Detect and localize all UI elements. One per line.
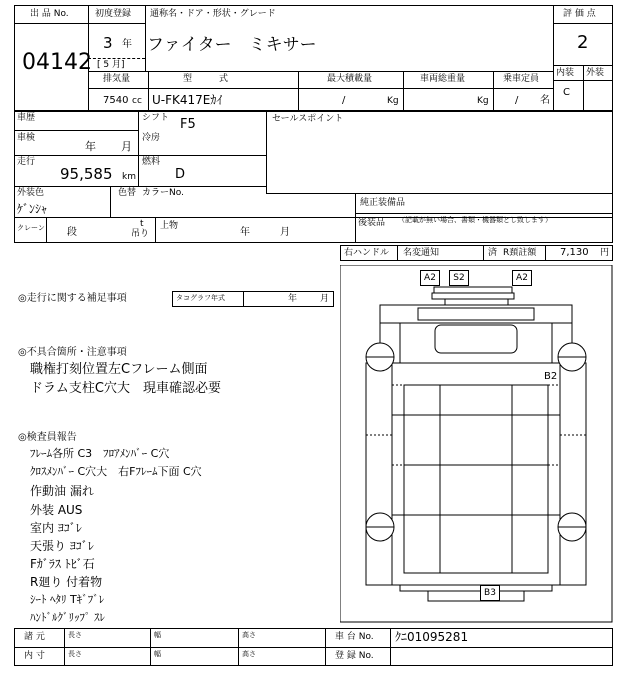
inspector-line-5: 室内 ﾖｺﾞﾚ [30,521,82,535]
inspection-month-unit: 月 [121,140,132,153]
reg-year-unit: 年 [122,39,132,50]
r-weight-unit: 円 [600,248,610,258]
inspector-line-10: ﾊﾝﾄﾞﾙｸﾞﾘｯﾌﾟ ｽﾚ [30,611,105,624]
length-label-2: 長さ [68,650,82,658]
reg-no-label: 登 録 No. [335,651,374,661]
inspector-line-6: 天張り ﾖｺﾞﾚ [30,539,94,553]
inspector-line-9: ｼｰﾄ ﾍﾀﾘ Tｷﾞﾌﾞﾚ [30,593,105,606]
capacity-value: / [515,95,519,106]
kg-unit-2: Kg [477,96,489,106]
defect-line-1: 職権打刻位置左Cフレーム側面 [30,362,208,377]
kg-unit-1: Kg [387,96,399,106]
r-weight-label: R頚註額 [503,248,537,258]
aftermarket-note: （記載が無い場合、書類・機器類とし致します） [398,216,552,224]
shift-label: シフト [142,113,170,123]
fuel-value: D [175,167,186,182]
tacho-month: 月 [320,294,330,304]
damage-mark-b2: B2 [544,371,558,382]
crane-stage: 段 [67,227,77,238]
damage-mark-s2: S2 [449,270,469,286]
truck-diagram [340,265,613,623]
mileage-unit: km [122,172,136,182]
tacho-year: 年 [288,294,298,304]
length-label-1: 長さ [68,631,82,639]
interior-dims-label: 内 寸 [24,651,45,661]
inspection-year-unit: 年 [85,140,96,153]
lot-no-label: 出 品 No. [30,9,69,19]
inspector-line-1: ﾌﾚｰﾑ各所 C3 ﾌﾛｱﾒﾝﾊﾞｰ C穴 [30,447,170,460]
model-name: ファイター ミキサー [147,35,317,55]
width-label-2: 幅 [154,650,161,658]
upper-label: 上物 [160,221,179,231]
inspection-label: 車検 [17,133,36,143]
reg-month: [ 5 月] [97,60,125,70]
color-change-label: 色替 [118,188,137,198]
lot-no: 04142 [22,50,92,75]
model-code-label: 型 式 [183,74,229,84]
fuel-label: 燃料 [142,157,161,167]
aircon-label: 冷房 [142,133,161,143]
width-label-1: 幅 [154,631,161,639]
inspector-line-4: 外装 AUS [30,503,83,517]
inspector-line-3: 作動油 漏れ [30,484,94,498]
damage-mark-a2-left: A2 [420,270,440,286]
equipment-label: 純正装備品 [360,198,406,208]
first-reg-label: 初度登録 [95,9,132,19]
chassis-no-label: 車 台 No. [335,632,374,642]
damage-mark-b3: B3 [480,585,500,601]
drive-remarks-label: ◎走行に関する補足事項 [18,293,127,304]
inspector-label: ◎検査員報告 [18,432,77,443]
crane-label: クレーン [17,224,45,232]
displacement-label: 排気量 [103,74,131,84]
height-label-2: 高さ [242,650,256,658]
inspector-line-8: R廻り 付着物 [30,575,103,589]
dims-label: 諸 元 [24,632,45,642]
inspector-line-2: ｸﾛｽﾒﾝﾊﾞｰ C穴大 右Fﾌﾚｰﾑ下面 C穴 [30,465,202,478]
inspector-line-7: Fｶﾞﾗｽ ﾄﾋﾞ石 [30,557,95,571]
interior-grade: C [563,87,570,98]
right-hand-drive: 右ハンドル [344,248,390,258]
defect-label: ◎不具合箇所・注意事項 [18,347,127,358]
gross-weight-label: 車両総重量 [420,74,466,84]
height-label-1: 高さ [242,631,256,639]
tacho-label: タコグラフ年式 [176,294,225,302]
name-change-label: 名変通知 [403,248,440,258]
truck-diagram-svg [340,265,613,623]
capacity-label: 乗車定員 [503,74,540,84]
max-load-value: / [342,95,346,106]
defect-line-2: ドラム支柱C穴大 現車確認必要 [30,381,221,396]
crane-lift: 吊り [131,229,150,239]
color-label: 外装色 [17,188,45,198]
sales-point-label: セールスポイント [272,114,344,124]
displacement-unit: cc [132,96,142,106]
interior-label: 内装 [556,68,575,78]
rating-label: 評 価 点 [563,9,596,19]
displacement-value: 7540 [103,95,129,106]
name-label: 通称名・ドア・形状・グレード [150,9,276,19]
exterior-label: 外装 [586,68,605,78]
reg-year: 3 [103,34,113,52]
damage-mark-a2-right: A2 [512,270,532,286]
aftermarket-label: 後装品 [358,218,386,228]
r-weight-value: 7,130 [560,247,589,258]
rating-value: 2 [577,32,589,53]
upper-month: 月 [280,227,290,238]
capacity-unit: 名 [540,95,550,106]
history-label: 車歴 [17,113,36,123]
color-code-label: カラーNo. [142,188,184,198]
mileage-label: 走行 [17,157,36,167]
model-code: U-FK417Eｶｲ [152,93,223,107]
name-change-mark: 済 [488,248,498,258]
max-load-label: 最大積載量 [327,74,373,84]
chassis-no: ｸﾆ01095281 [395,630,469,644]
upper-year: 年 [240,227,250,238]
shift-value: F5 [180,117,196,132]
color-value: ｹﾞﾝｼｬ [17,202,48,216]
crane-ton: t [140,219,144,229]
mileage-value: 95,585 [60,165,113,183]
